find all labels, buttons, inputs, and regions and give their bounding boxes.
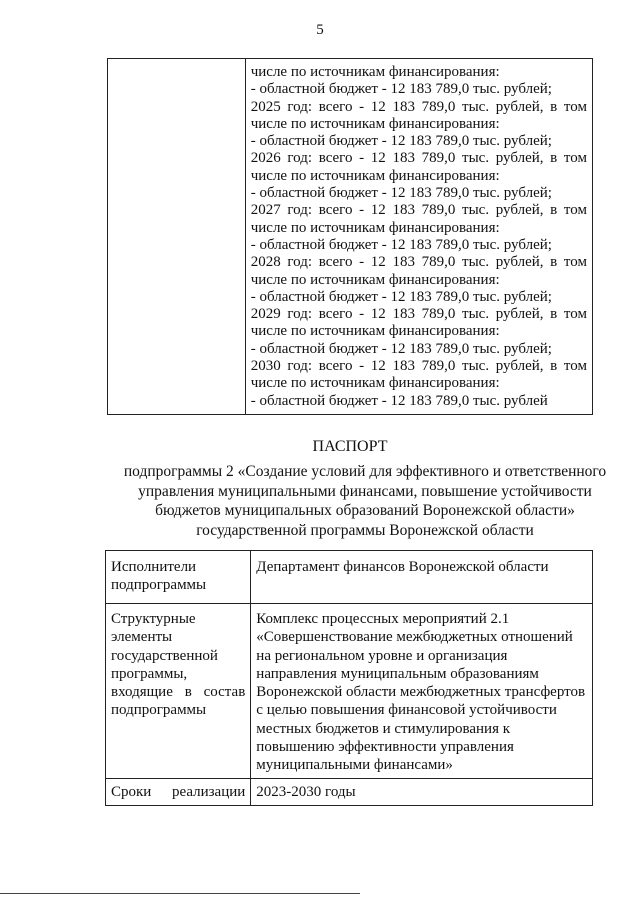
executors-label: Исполнители — [111, 559, 197, 575]
timeline-label-cell — [106, 778, 251, 805]
footer-divider — [0, 893, 360, 894]
label-word: в — [184, 684, 192, 701]
funding-line: числе по источникам финансирования: — [250, 323, 500, 340]
structural-value-line: Комплекс процессных мероприятий 2.1 — [256, 611, 510, 627]
funding-line: 2029 год: всего - 12 183 789,0 тыс. рублей, в том — [250, 306, 587, 323]
funding-line: - областной бюджет - 12 183 789,0 тыс. рублей; — [250, 288, 552, 305]
structural-value-line: «Совершенствование межбюджетных отношений — [256, 629, 573, 646]
timeline-value: 2023-2030 годы — [251, 778, 593, 805]
page-number: 5 — [316, 22, 324, 38]
funding-line: числе по источникам финансирования: — [250, 219, 500, 236]
table-row-executors — [106, 551, 593, 604]
funding-line: 2025 год: всего - 12 183 789,0 тыс. рублей, в том — [250, 98, 587, 115]
funding-line: - областной бюджет - 12 183 789,0 тыс. рублей; — [250, 340, 552, 357]
subtitle-line: государственной программы Воронежской области — [196, 521, 534, 539]
label-word: реализации — [171, 783, 246, 800]
subtitle-line: подпрограммы 2 «Создание условий для эффективного и ответственного — [123, 463, 607, 480]
structural-elements-value-cell — [251, 604, 593, 779]
table-row-timeline — [106, 778, 593, 805]
executors-label: подпрограммы — [111, 577, 207, 594]
passport-subtitle — [0, 462, 640, 540]
table-row-structural-elements — [106, 604, 593, 779]
funding-line: - областной бюджет - 12 183 789,0 тыс. рублей — [250, 392, 548, 409]
structural-value-line: Воронежской области межбюджетных трансфертов — [256, 684, 586, 701]
passport-title: ПАСПОРТ — [312, 438, 388, 455]
funding-line: числе по источникам финансирования: — [250, 115, 500, 132]
funding-line: числе по источникам финансирования: — [250, 64, 500, 80]
funding-line: числе по источникам финансирования: — [250, 375, 500, 392]
funding-table-label-cell — [108, 59, 246, 415]
structural-label-line — [111, 683, 245, 701]
funding-line: 2030 год: всего - 12 183 789,0 тыс. рублей, в том — [250, 358, 587, 375]
structural-value-line: на региональном уровне и организация — [256, 647, 508, 664]
structural-value-line: с целью повышения финансовой устойчивости — [256, 702, 557, 719]
funding-line: - областной бюджет - 12 183 789,0 тыс. рублей; — [250, 185, 552, 202]
label-word: входящие — [111, 684, 173, 701]
funding-line: - областной бюджет - 12 183 789,0 тыс. рублей; — [250, 81, 552, 98]
label-word: состав — [203, 684, 246, 701]
funding-table-value-cell — [245, 59, 592, 415]
structural-label-line: элементы — [111, 629, 173, 646]
funding-table — [107, 58, 593, 415]
funding-line: 2028 год: всего - 12 183 789,0 тыс. рублей, в том — [250, 254, 587, 271]
structural-value-line: местных бюджетов и стимулирования к — [256, 720, 511, 737]
subtitle-line: управления муниципальными финансами, повышение устойчивости — [138, 482, 592, 500]
structural-value-line: направления муниципальным образованиям — [256, 665, 539, 682]
structural-label-line: государственной — [111, 647, 218, 664]
executors-label-cell — [106, 551, 251, 604]
executors-value: Департамент финансов Воронежской области — [251, 551, 593, 604]
structural-label-line: подпрограммы — [111, 702, 207, 719]
structural-label-line: программы, — [111, 665, 188, 682]
funding-line: - областной бюджет - 12 183 789,0 тыс. рублей; — [250, 133, 552, 150]
funding-line: числе по источникам финансирования: — [250, 167, 500, 184]
structural-elements-label-cell — [106, 604, 251, 779]
funding-line: - областной бюджет - 12 183 789,0 тыс. рублей; — [250, 236, 552, 253]
passport-table — [105, 550, 593, 806]
timeline-label — [111, 783, 245, 801]
label-word: Сроки — [111, 783, 152, 800]
structural-value-line: муниципальными финансами» — [256, 757, 453, 774]
subtitle-line: бюджетов муниципальных образований Воронежской области» — [155, 502, 575, 520]
structural-label-line: Структурные — [111, 611, 196, 627]
funding-line: 2027 год: всего - 12 183 789,0 тыс. рублей, в том — [250, 202, 587, 219]
structural-value-line: повышению эффективности управления — [256, 739, 514, 756]
funding-line: числе по источникам финансирования: — [250, 271, 500, 288]
funding-line: 2026 год: всего - 12 183 789,0 тыс. рублей, в том — [250, 150, 587, 167]
